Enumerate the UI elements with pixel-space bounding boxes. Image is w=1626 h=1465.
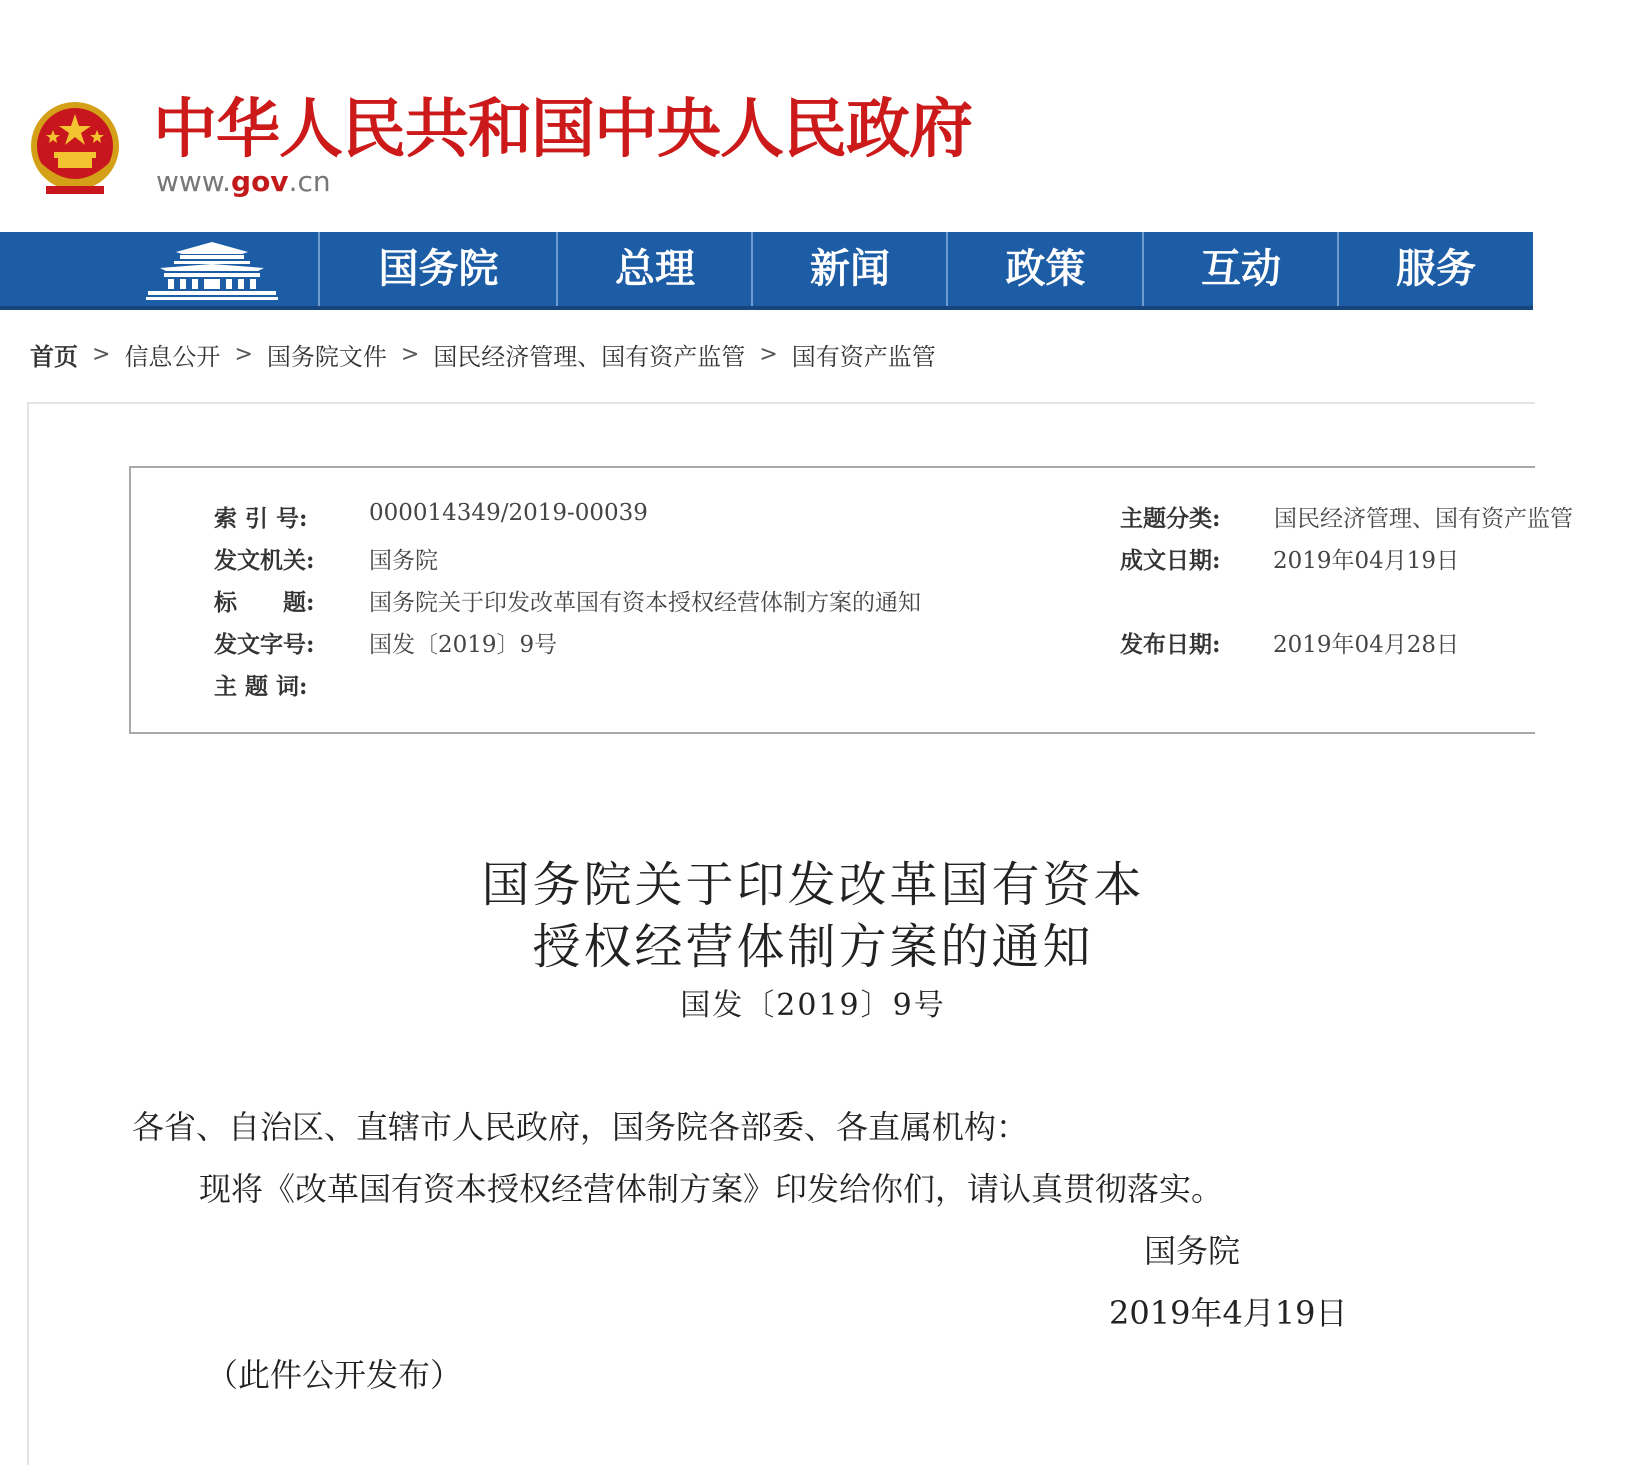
- article-title-line2: 授权经营体制方案的通知: [532, 919, 1094, 975]
- chevron-right-icon: >: [759, 341, 778, 367]
- article-doc-number: 国发〔2019〕9号: [680, 988, 946, 1023]
- breadcrumb-state-assets[interactable]: 国有资产监管: [791, 342, 936, 371]
- nav-item-zongli[interactable]: 总理: [556, 232, 752, 306]
- article-signature: 国务院: [1144, 1232, 1241, 1270]
- written-date-label: 成文日期:: [1120, 547, 1221, 574]
- issuer-label: 发文机关:: [214, 547, 315, 574]
- index-value: 000014349/2019-00039: [369, 500, 648, 526]
- nav-item-guowuyuan[interactable]: 国务院: [318, 232, 557, 306]
- nav-item-hudong[interactable]: 互动: [1142, 232, 1338, 306]
- domain-prefix: www.: [156, 165, 232, 198]
- nav-bottom-stripe: [0, 306, 1533, 310]
- title-label: 标 题:: [214, 589, 315, 616]
- chevron-right-icon: >: [234, 341, 253, 367]
- national-emblem-icon[interactable]: [28, 100, 122, 200]
- article-title-line1: 国务院关于印发改革国有资本: [481, 857, 1145, 913]
- site-title[interactable]: 中华人民共和国中央人民政府: [153, 93, 972, 167]
- article-salutation: 各省、自治区、直辖市人民政府，国务院各部委、各直属机构：: [132, 1108, 1029, 1146]
- index-label: 索 引 号:: [214, 505, 308, 532]
- title-value: 国务院关于印发改革国有资本授权经营体制方案的通知: [369, 590, 921, 616]
- issuer-value: 国务院: [369, 548, 438, 574]
- nav-item-zhengce[interactable]: 政策: [946, 232, 1143, 306]
- article-note: （此件公开发布）: [206, 1356, 463, 1394]
- breadcrumb-economy-management[interactable]: 国民经济管理、国有资产监管: [433, 342, 746, 371]
- breadcrumb: [30, 336, 936, 372]
- doc-no-value: 国发〔2019〕9号: [369, 632, 558, 658]
- domain-suffix: .cn: [288, 165, 331, 198]
- breadcrumb-state-council-docs[interactable]: 国务院文件: [266, 342, 387, 371]
- publish-date-value: 2019年04月28日: [1273, 632, 1460, 658]
- nav-item-xinwen[interactable]: 新闻: [751, 232, 947, 306]
- topic-label: 主题分类:: [1120, 505, 1221, 532]
- keywords-label: 主 题 词:: [214, 673, 308, 700]
- written-date-value: 2019年04月19日: [1273, 548, 1460, 574]
- publish-date-label: 发布日期:: [1120, 631, 1221, 658]
- doc-no-label: 发文字号:: [214, 631, 315, 658]
- topic-value: 国民经济管理、国有资产监管: [1274, 506, 1573, 532]
- article-body: 现将《改革国有资本授权经营体制方案》印发给你们，请认真贯彻落实。: [199, 1170, 1224, 1208]
- site-domain[interactable]: [156, 165, 331, 198]
- breadcrumb-info-disclosure[interactable]: 信息公开: [124, 342, 221, 371]
- breadcrumb-home[interactable]: 首页: [30, 341, 78, 371]
- chevron-right-icon: >: [92, 341, 111, 367]
- site-header: [0, 0, 1533, 232]
- article-date: 2019年4月19日: [1109, 1294, 1348, 1332]
- nav-item-fuwu[interactable]: 服务: [1337, 232, 1533, 306]
- building-icon[interactable]: [146, 242, 278, 300]
- domain-main: gov: [231, 165, 289, 198]
- main-nav: [0, 232, 1533, 310]
- chevron-right-icon: >: [400, 341, 420, 367]
